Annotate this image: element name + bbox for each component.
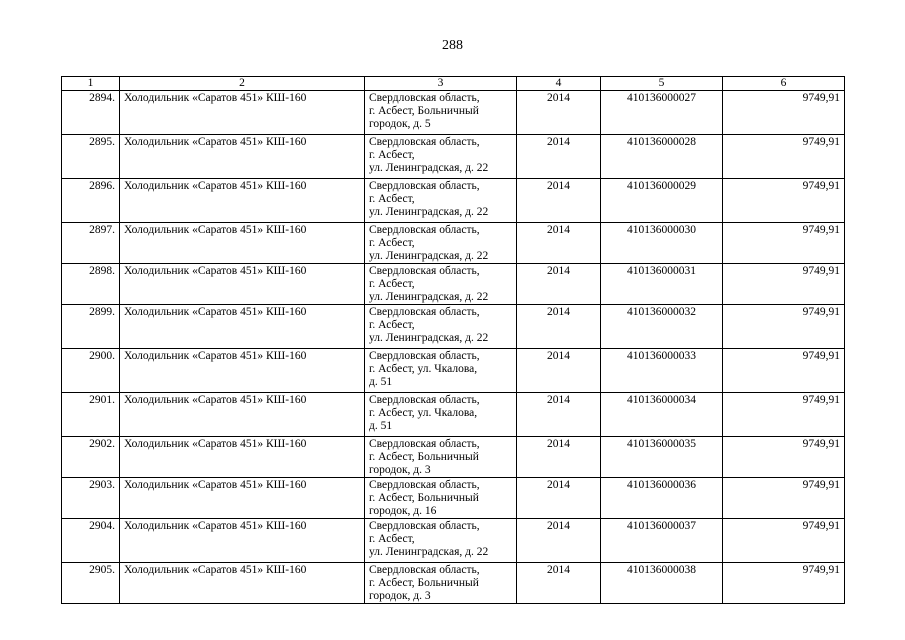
table-row <box>62 563 845 604</box>
table-row <box>62 478 845 519</box>
row-number: 2904. <box>62 519 120 563</box>
item-address: Свердловская область, г. Асбест, ул. Ленинградская, д. 22 <box>365 519 517 563</box>
item-year: 2014 <box>517 264 601 305</box>
item-name: Холодильник «Саратов 451» КШ-160 <box>120 223 365 264</box>
table-row <box>62 264 845 305</box>
item-year: 2014 <box>517 179 601 223</box>
item-address: Свердловская область, г. Асбест, ул. Ленинградская, д. 22 <box>365 223 517 264</box>
item-year: 2014 <box>517 563 601 604</box>
table-row <box>62 393 845 437</box>
inventory-number: 410136000035 <box>601 437 723 478</box>
property-table <box>61 76 845 604</box>
inventory-number: 410136000029 <box>601 179 723 223</box>
item-address: Свердловская область, г. Асбест, ул. Ленинградская, д. 22 <box>365 179 517 223</box>
item-address: Свердловская область, г. Асбест, ул. Чкалова, д. 51 <box>365 393 517 437</box>
inventory-number: 410136000038 <box>601 563 723 604</box>
item-cost: 9749,91 <box>723 264 845 305</box>
item-year: 2014 <box>517 393 601 437</box>
item-cost: 9749,91 <box>723 563 845 604</box>
item-cost: 9749,91 <box>723 349 845 393</box>
item-name: Холодильник «Саратов 451» КШ-160 <box>120 91 365 135</box>
inventory-number: 410136000030 <box>601 223 723 264</box>
item-address: Свердловская область, г. Асбест, Больничный городок, д. 16 <box>365 478 517 519</box>
inventory-number: 410136000028 <box>601 135 723 179</box>
page-number: 288 <box>442 38 463 53</box>
table-row <box>62 349 845 393</box>
inventory-number: 410136000033 <box>601 349 723 393</box>
item-cost: 9749,91 <box>723 393 845 437</box>
item-cost: 9749,91 <box>723 223 845 264</box>
item-year: 2014 <box>517 305 601 349</box>
item-name: Холодильник «Саратов 451» КШ-160 <box>120 437 365 478</box>
row-number: 2895. <box>62 135 120 179</box>
row-number: 2902. <box>62 437 120 478</box>
inventory-number: 410136000036 <box>601 478 723 519</box>
item-year: 2014 <box>517 349 601 393</box>
item-name: Холодильник «Саратов 451» КШ-160 <box>120 349 365 393</box>
item-cost: 9749,91 <box>723 478 845 519</box>
row-number: 2898. <box>62 264 120 305</box>
table-row <box>62 179 845 223</box>
item-cost: 9749,91 <box>723 179 845 223</box>
item-address: Свердловская область, г. Асбест, Больничный городок, д. 3 <box>365 437 517 478</box>
item-cost: 9749,91 <box>723 135 845 179</box>
column-header: 3 <box>365 77 517 91</box>
item-name: Холодильник «Саратов 451» КШ-160 <box>120 264 365 305</box>
item-cost: 9749,91 <box>723 437 845 478</box>
item-cost: 9749,91 <box>723 519 845 563</box>
inventory-number: 410136000037 <box>601 519 723 563</box>
item-year: 2014 <box>517 91 601 135</box>
inventory-number: 410136000027 <box>601 91 723 135</box>
inventory-number: 410136000034 <box>601 393 723 437</box>
item-name: Холодильник «Саратов 451» КШ-160 <box>120 519 365 563</box>
item-address: Свердловская область, г. Асбест, ул. Ленинградская, д. 22 <box>365 264 517 305</box>
item-address: Свердловская область, г. Асбест, ул. Ленинградская, д. 22 <box>365 305 517 349</box>
table-header-row <box>62 77 845 91</box>
row-number: 2897. <box>62 223 120 264</box>
item-cost: 9749,91 <box>723 305 845 349</box>
inventory-number: 410136000031 <box>601 264 723 305</box>
column-header: 6 <box>723 77 845 91</box>
row-number: 2900. <box>62 349 120 393</box>
item-name: Холодильник «Саратов 451» КШ-160 <box>120 393 365 437</box>
row-number: 2905. <box>62 563 120 604</box>
table-row <box>62 437 845 478</box>
column-header: 2 <box>120 77 365 91</box>
column-header: 4 <box>517 77 601 91</box>
table-row <box>62 135 845 179</box>
row-number: 2894. <box>62 91 120 135</box>
table-body <box>62 91 845 604</box>
column-header: 5 <box>601 77 723 91</box>
item-year: 2014 <box>517 223 601 264</box>
row-number: 2896. <box>62 179 120 223</box>
row-number: 2901. <box>62 393 120 437</box>
item-address: Свердловская область, г. Асбест, Больничный городок, д. 5 <box>365 91 517 135</box>
item-address: Свердловская область, г. Асбест, ул. Ленинградская, д. 22 <box>365 135 517 179</box>
table-row <box>62 223 845 264</box>
item-name: Холодильник «Саратов 451» КШ-160 <box>120 563 365 604</box>
item-address: Свердловская область, г. Асбест, ул. Чкалова, д. 51 <box>365 349 517 393</box>
row-number: 2899. <box>62 305 120 349</box>
table-row <box>62 91 845 135</box>
item-name: Холодильник «Саратов 451» КШ-160 <box>120 179 365 223</box>
item-cost: 9749,91 <box>723 91 845 135</box>
item-year: 2014 <box>517 437 601 478</box>
item-year: 2014 <box>517 135 601 179</box>
table-row <box>62 305 845 349</box>
item-name: Холодильник «Саратов 451» КШ-160 <box>120 478 365 519</box>
item-name: Холодильник «Саратов 451» КШ-160 <box>120 135 365 179</box>
table-row <box>62 519 845 563</box>
item-address: Свердловская область, г. Асбест, Больничный городок, д. 3 <box>365 563 517 604</box>
item-year: 2014 <box>517 519 601 563</box>
item-name: Холодильник «Саратов 451» КШ-160 <box>120 305 365 349</box>
inventory-number: 410136000032 <box>601 305 723 349</box>
item-year: 2014 <box>517 478 601 519</box>
row-number: 2903. <box>62 478 120 519</box>
column-header: 1 <box>62 77 120 91</box>
